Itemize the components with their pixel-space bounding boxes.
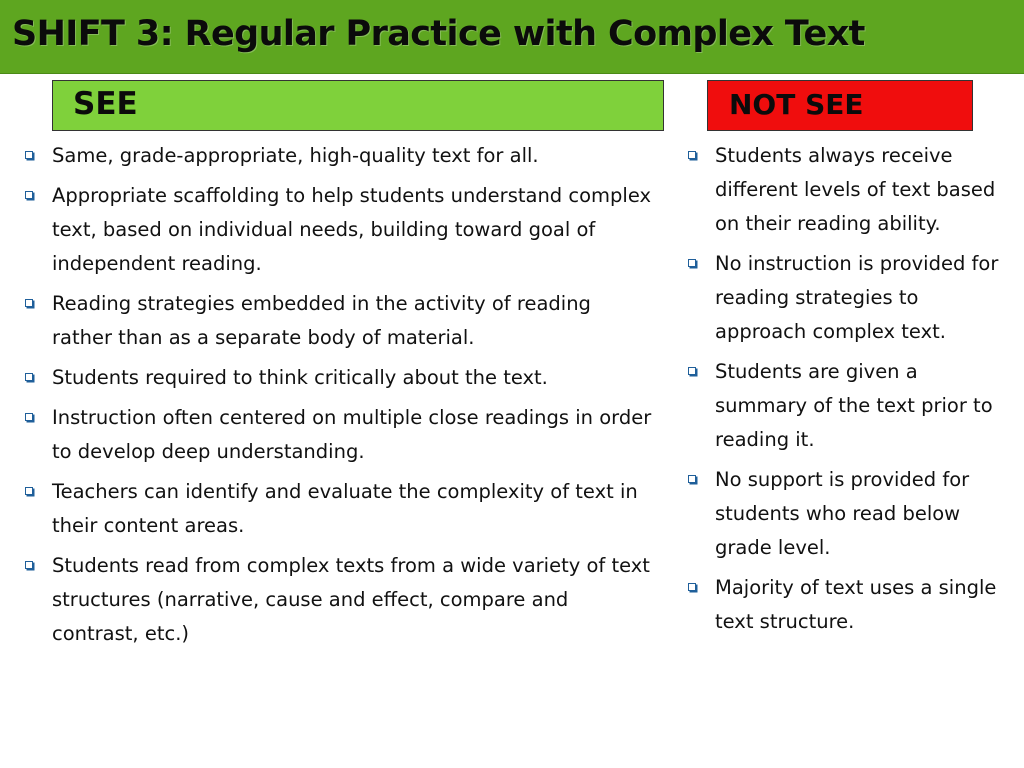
see-list bbox=[24, 139, 654, 657]
list-item-text: Instruction often centered on multiple close readings in order to develop deep understanding. bbox=[52, 406, 652, 463]
list-item-text: Students are given a summary of the text prior to reading it. bbox=[715, 360, 993, 451]
not-see-list bbox=[687, 139, 1007, 645]
list-item bbox=[24, 475, 654, 543]
list-item-text: Same, grade-appropriate, high-quality text for all. bbox=[52, 144, 539, 167]
slide-title: SHIFT 3: Regular Practice with Complex Text bbox=[12, 14, 865, 54]
list-item-text: Students required to think critically about the text. bbox=[52, 366, 548, 389]
not-see-header-label: NOT SEE bbox=[729, 88, 864, 121]
list-item-text: Teachers can identify and evaluate the complexity of text in their content areas. bbox=[52, 480, 638, 537]
square-bullet-icon bbox=[688, 583, 696, 591]
square-bullet-icon bbox=[25, 299, 33, 307]
list-item-text: Reading strategies embedded in the activity of reading rather than as a separate body of material. bbox=[52, 292, 591, 349]
see-header-label: SEE bbox=[73, 86, 138, 122]
list-item bbox=[24, 139, 654, 173]
list-item-text: Majority of text uses a single text structure. bbox=[715, 576, 997, 633]
list-item-text: Students always receive different levels of text based on their reading ability. bbox=[715, 144, 996, 235]
not-see-header-box bbox=[707, 80, 973, 131]
list-item bbox=[24, 287, 654, 355]
list-item bbox=[687, 139, 1007, 241]
list-item bbox=[687, 355, 1007, 457]
see-header-box bbox=[52, 80, 664, 131]
square-bullet-icon bbox=[25, 413, 33, 421]
list-item-text: No instruction is provided for reading strategies to approach complex text. bbox=[715, 252, 999, 343]
square-bullet-icon bbox=[25, 487, 33, 495]
square-bullet-icon bbox=[25, 151, 33, 159]
list-item bbox=[687, 247, 1007, 349]
title-bar bbox=[0, 0, 1024, 74]
list-item bbox=[687, 463, 1007, 565]
square-bullet-icon bbox=[688, 151, 696, 159]
square-bullet-icon bbox=[688, 367, 696, 375]
square-bullet-icon bbox=[25, 561, 33, 569]
list-item-text: No support is provided for students who read below grade level. bbox=[715, 468, 970, 559]
list-item-text: Appropriate scaffolding to help students understand complex text, based on individual needs, building toward goal of independent reading. bbox=[52, 184, 652, 275]
square-bullet-icon bbox=[25, 191, 33, 199]
list-item bbox=[687, 571, 1007, 639]
list-item bbox=[24, 549, 654, 651]
square-bullet-icon bbox=[25, 373, 33, 381]
list-item bbox=[24, 179, 654, 281]
list-item bbox=[24, 401, 654, 469]
list-item-text: Students read from complex texts from a wide variety of text structures (narrative, cause and effect, compare and contrast, etc.) bbox=[52, 554, 650, 645]
list-item bbox=[24, 361, 654, 395]
square-bullet-icon bbox=[688, 475, 696, 483]
square-bullet-icon bbox=[688, 259, 696, 267]
